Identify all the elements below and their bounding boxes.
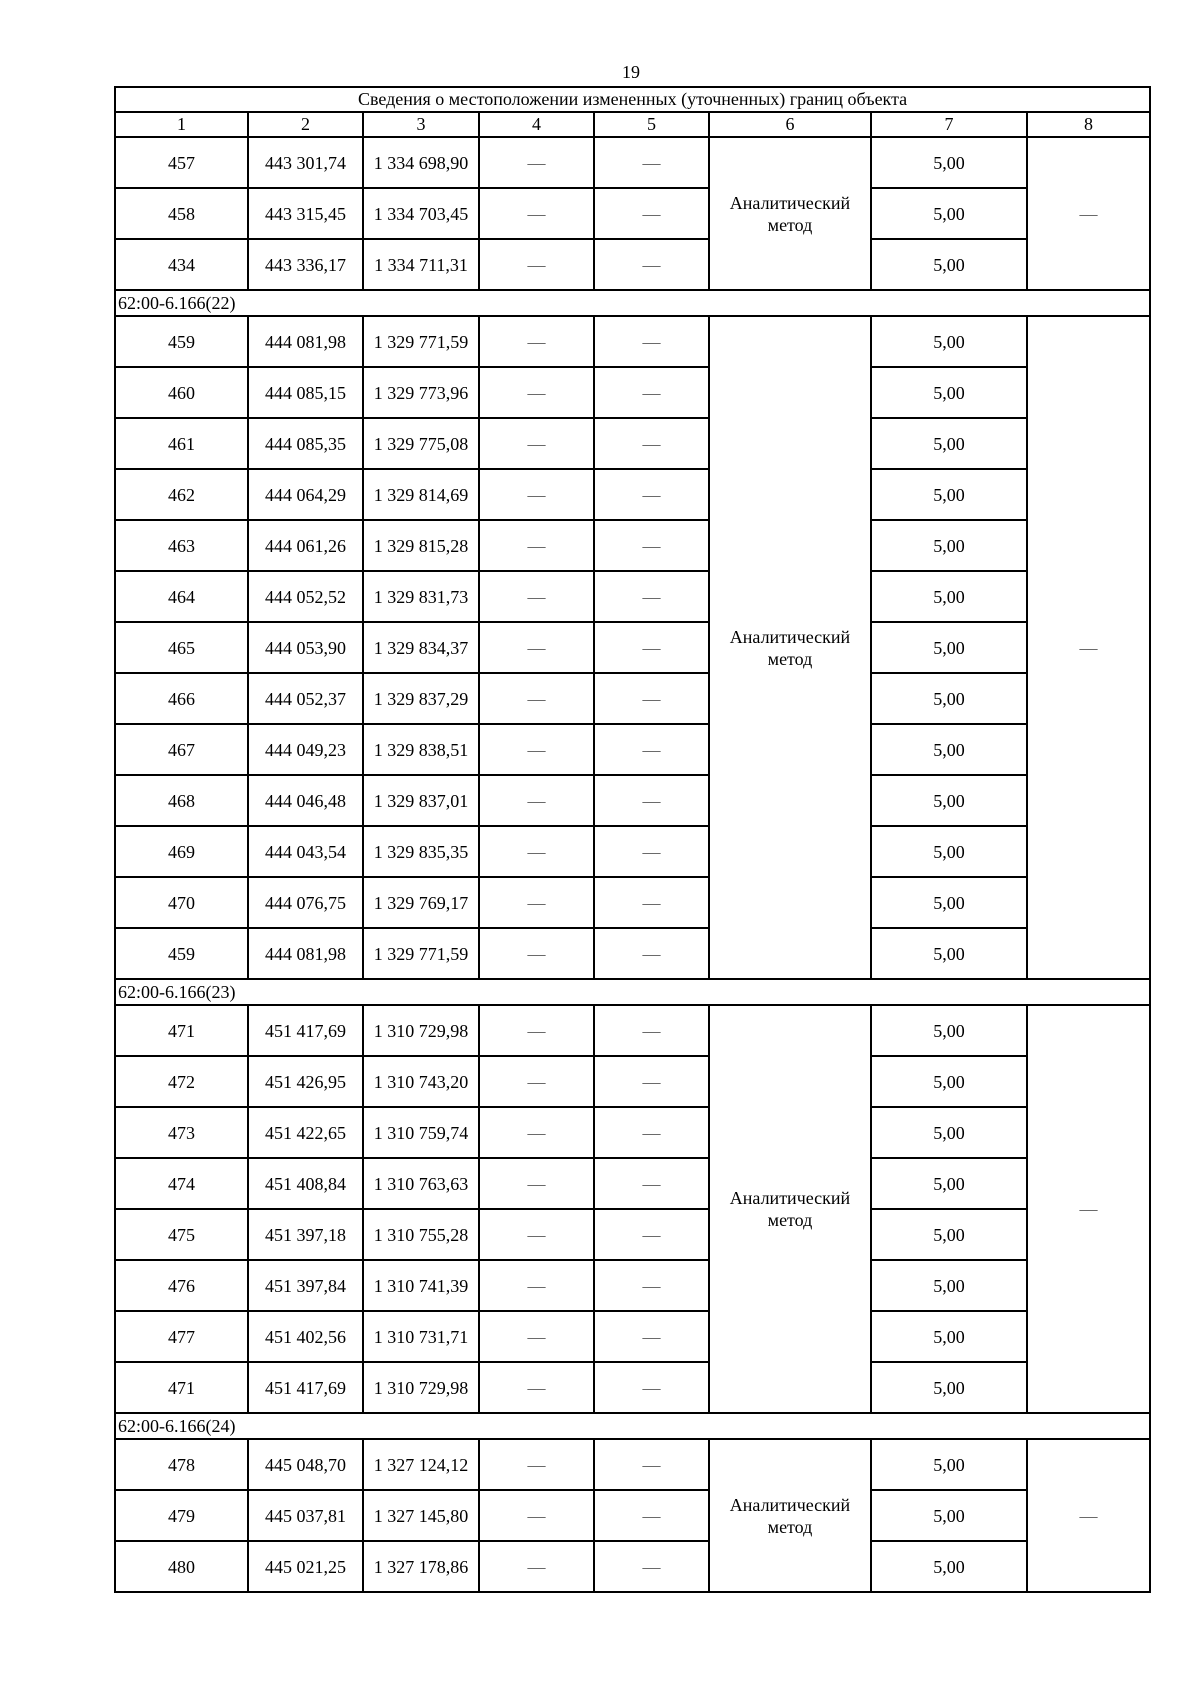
y-coordinate-cell: 1 329 769,17 [363,877,479,928]
method-cell: Аналитический метод [709,1005,871,1413]
y-coordinate-cell: 1 334 703,45 [363,188,479,239]
column-4-cell: — [479,1107,594,1158]
table-row [115,1056,1150,1107]
y-coordinate-cell: 1 329 838,51 [363,724,479,775]
x-coordinate-cell: 444 052,52 [248,571,363,622]
point-number-cell: 457 [115,137,248,188]
column-5-cell: — [594,469,709,520]
x-coordinate-cell: 451 408,84 [248,1158,363,1209]
column-4-cell: — [479,418,594,469]
column-5-cell: — [594,724,709,775]
table-row [115,520,1150,571]
column-4-cell: — [479,1158,594,1209]
x-coordinate-cell: 445 037,81 [248,1490,363,1541]
column-5-cell: — [594,928,709,979]
table-row [115,826,1150,877]
column-4-cell: — [479,1005,594,1056]
point-number-cell: 470 [115,877,248,928]
accuracy-cell: 5,00 [871,1005,1027,1056]
x-coordinate-cell: 444 064,29 [248,469,363,520]
column-8-cell: — [1027,1439,1150,1592]
column-5-cell: — [594,1158,709,1209]
column-4-cell: — [479,469,594,520]
table-row [115,316,1150,367]
y-coordinate-cell: 1 329 771,59 [363,316,479,367]
accuracy-cell: 5,00 [871,673,1027,724]
column-header-row [115,112,1150,137]
method-cell: Аналитический метод [709,137,871,290]
y-coordinate-cell: 1 310 731,71 [363,1311,479,1362]
y-coordinate-cell: 1 329 773,96 [363,367,479,418]
point-number-cell: 465 [115,622,248,673]
accuracy-cell: 5,00 [871,316,1027,367]
table-row [115,188,1150,239]
table-row [115,1541,1150,1592]
accuracy-cell: 5,00 [871,418,1027,469]
column-5-cell: — [594,775,709,826]
column-8-cell: — [1027,137,1150,290]
column-4-cell: — [479,1056,594,1107]
column-4-cell: — [479,877,594,928]
column-4-cell: — [479,137,594,188]
point-number-cell: 462 [115,469,248,520]
y-coordinate-cell: 1 329 814,69 [363,469,479,520]
section-label-row [115,979,1150,1005]
column-5-cell: — [594,622,709,673]
column-5-cell: — [594,1490,709,1541]
x-coordinate-cell: 444 085,35 [248,418,363,469]
x-coordinate-cell: 444 061,26 [248,520,363,571]
method-cell: Аналитический метод [709,316,871,979]
point-number-cell: 476 [115,1260,248,1311]
column-header: 7 [871,112,1027,137]
y-coordinate-cell: 1 329 831,73 [363,571,479,622]
y-coordinate-cell: 1 329 775,08 [363,418,479,469]
column-4-cell: — [479,188,594,239]
table-row [115,418,1150,469]
point-number-cell: 434 [115,239,248,290]
column-5-cell: — [594,826,709,877]
table-title: Сведения о местоположении измененных (уточненных) границ объекта [115,87,1150,112]
column-4-cell: — [479,622,594,673]
table-row [115,1362,1150,1413]
accuracy-cell: 5,00 [871,571,1027,622]
accuracy-cell: 5,00 [871,469,1027,520]
column-5-cell: — [594,1209,709,1260]
y-coordinate-cell: 1 334 711,31 [363,239,479,290]
column-header: 5 [594,112,709,137]
x-coordinate-cell: 444 076,75 [248,877,363,928]
accuracy-cell: 5,00 [871,239,1027,290]
x-coordinate-cell: 445 021,25 [248,1541,363,1592]
x-coordinate-cell: 444 046,48 [248,775,363,826]
accuracy-cell: 5,00 [871,724,1027,775]
column-header: 6 [709,112,871,137]
accuracy-cell: 5,00 [871,775,1027,826]
accuracy-cell: 5,00 [871,877,1027,928]
x-coordinate-cell: 451 397,18 [248,1209,363,1260]
accuracy-cell: 5,00 [871,1107,1027,1158]
column-4-cell: — [479,367,594,418]
y-coordinate-cell: 1 310 743,20 [363,1056,479,1107]
column-8-cell: — [1027,1005,1150,1413]
column-4-cell: — [479,571,594,622]
column-4-cell: — [479,1209,594,1260]
point-number-cell: 460 [115,367,248,418]
column-4-cell: — [479,1490,594,1541]
x-coordinate-cell: 451 402,56 [248,1311,363,1362]
point-number-cell: 471 [115,1005,248,1056]
column-4-cell: — [479,239,594,290]
column-5-cell: — [594,239,709,290]
x-coordinate-cell: 444 049,23 [248,724,363,775]
column-5-cell: — [594,571,709,622]
column-4-cell: — [479,520,594,571]
x-coordinate-cell: 451 417,69 [248,1005,363,1056]
table-row [115,571,1150,622]
column-5-cell: — [594,877,709,928]
y-coordinate-cell: 1 329 837,01 [363,775,479,826]
accuracy-cell: 5,00 [871,622,1027,673]
table-row [115,1158,1150,1209]
accuracy-cell: 5,00 [871,1490,1027,1541]
section-label: 62:00-6.166(23) [115,979,1150,1005]
y-coordinate-cell: 1 310 759,74 [363,1107,479,1158]
column-header: 3 [363,112,479,137]
column-5-cell: — [594,367,709,418]
column-4-cell: — [479,673,594,724]
table-row [115,1005,1150,1056]
column-4-cell: — [479,1439,594,1490]
column-4-cell: — [479,1311,594,1362]
point-number-cell: 473 [115,1107,248,1158]
column-4-cell: — [479,826,594,877]
y-coordinate-cell: 1 334 698,90 [363,137,479,188]
table-row [115,928,1150,979]
y-coordinate-cell: 1 310 729,98 [363,1362,479,1413]
page-number: 19 [622,62,640,82]
accuracy-cell: 5,00 [871,1311,1027,1362]
column-5-cell: — [594,1056,709,1107]
point-number-cell: 472 [115,1056,248,1107]
accuracy-cell: 5,00 [871,1209,1027,1260]
point-number-cell: 474 [115,1158,248,1209]
y-coordinate-cell: 1 329 835,35 [363,826,479,877]
point-number-cell: 468 [115,775,248,826]
column-header: 8 [1027,112,1150,137]
x-coordinate-cell: 451 397,84 [248,1260,363,1311]
column-5-cell: — [594,316,709,367]
table-row [115,137,1150,188]
y-coordinate-cell: 1 329 834,37 [363,622,479,673]
column-5-cell: — [594,418,709,469]
x-coordinate-cell: 444 081,98 [248,316,363,367]
x-coordinate-cell: 451 426,95 [248,1056,363,1107]
column-4-cell: — [479,1541,594,1592]
accuracy-cell: 5,00 [871,1158,1027,1209]
column-5-cell: — [594,1005,709,1056]
column-5-cell: — [594,1260,709,1311]
column-5-cell: — [594,1541,709,1592]
table-row [115,1260,1150,1311]
table-row [115,239,1150,290]
accuracy-cell: 5,00 [871,928,1027,979]
column-4-cell: — [479,775,594,826]
section-label-row [115,1413,1150,1439]
accuracy-cell: 5,00 [871,1541,1027,1592]
method-cell: Аналитический метод [709,1439,871,1592]
column-header: 2 [248,112,363,137]
accuracy-cell: 5,00 [871,367,1027,418]
y-coordinate-cell: 1 310 755,28 [363,1209,479,1260]
x-coordinate-cell: 451 417,69 [248,1362,363,1413]
table-row [115,1209,1150,1260]
point-number-cell: 458 [115,188,248,239]
x-coordinate-cell: 443 301,74 [248,137,363,188]
x-coordinate-cell: 451 422,65 [248,1107,363,1158]
column-header: 1 [115,112,248,137]
column-4-cell: — [479,928,594,979]
table-row [115,1311,1150,1362]
column-4-cell: — [479,1362,594,1413]
table-row [115,1490,1150,1541]
point-number-cell: 471 [115,1362,248,1413]
point-number-cell: 477 [115,1311,248,1362]
table-row [115,877,1150,928]
table-row [115,673,1150,724]
table-row [115,724,1150,775]
section-label-row [115,290,1150,316]
y-coordinate-cell: 1 327 178,86 [363,1541,479,1592]
accuracy-cell: 5,00 [871,520,1027,571]
column-5-cell: — [594,1362,709,1413]
point-number-cell: 480 [115,1541,248,1592]
accuracy-cell: 5,00 [871,1260,1027,1311]
point-number-cell: 463 [115,520,248,571]
point-number-cell: 466 [115,673,248,724]
y-coordinate-cell: 1 310 763,63 [363,1158,479,1209]
accuracy-cell: 5,00 [871,137,1027,188]
accuracy-cell: 5,00 [871,826,1027,877]
column-5-cell: — [594,673,709,724]
y-coordinate-cell: 1 310 729,98 [363,1005,479,1056]
y-coordinate-cell: 1 327 124,12 [363,1439,479,1490]
table-row [115,622,1150,673]
boundary-table-container [114,86,1151,1593]
column-5-cell: — [594,1107,709,1158]
accuracy-cell: 5,00 [871,188,1027,239]
x-coordinate-cell: 445 048,70 [248,1439,363,1490]
table-row [115,775,1150,826]
x-coordinate-cell: 444 043,54 [248,826,363,877]
accuracy-cell: 5,00 [871,1362,1027,1413]
column-header: 4 [479,112,594,137]
y-coordinate-cell: 1 329 771,59 [363,928,479,979]
column-8-cell: — [1027,316,1150,979]
column-5-cell: — [594,1311,709,1362]
accuracy-cell: 5,00 [871,1439,1027,1490]
x-coordinate-cell: 444 081,98 [248,928,363,979]
column-4-cell: — [479,724,594,775]
point-number-cell: 478 [115,1439,248,1490]
table-row [115,1439,1150,1490]
column-5-cell: — [594,137,709,188]
x-coordinate-cell: 443 315,45 [248,188,363,239]
table-row [115,469,1150,520]
y-coordinate-cell: 1 327 145,80 [363,1490,479,1541]
column-5-cell: — [594,188,709,239]
x-coordinate-cell: 444 053,90 [248,622,363,673]
accuracy-cell: 5,00 [871,1056,1027,1107]
section-label: 62:00-6.166(22) [115,290,1150,316]
point-number-cell: 459 [115,928,248,979]
table-title-row [115,87,1150,112]
point-number-cell: 464 [115,571,248,622]
x-coordinate-cell: 444 052,37 [248,673,363,724]
table-row [115,1107,1150,1158]
y-coordinate-cell: 1 329 837,29 [363,673,479,724]
point-number-cell: 469 [115,826,248,877]
section-label: 62:00-6.166(24) [115,1413,1150,1439]
y-coordinate-cell: 1 310 741,39 [363,1260,479,1311]
point-number-cell: 461 [115,418,248,469]
column-4-cell: — [479,1260,594,1311]
point-number-cell: 467 [115,724,248,775]
column-5-cell: — [594,520,709,571]
point-number-cell: 459 [115,316,248,367]
table-row [115,367,1150,418]
point-number-cell: 475 [115,1209,248,1260]
y-coordinate-cell: 1 329 815,28 [363,520,479,571]
x-coordinate-cell: 443 336,17 [248,239,363,290]
column-5-cell: — [594,1439,709,1490]
column-4-cell: — [479,316,594,367]
x-coordinate-cell: 444 085,15 [248,367,363,418]
point-number-cell: 479 [115,1490,248,1541]
boundary-coordinates-table [114,86,1151,1593]
